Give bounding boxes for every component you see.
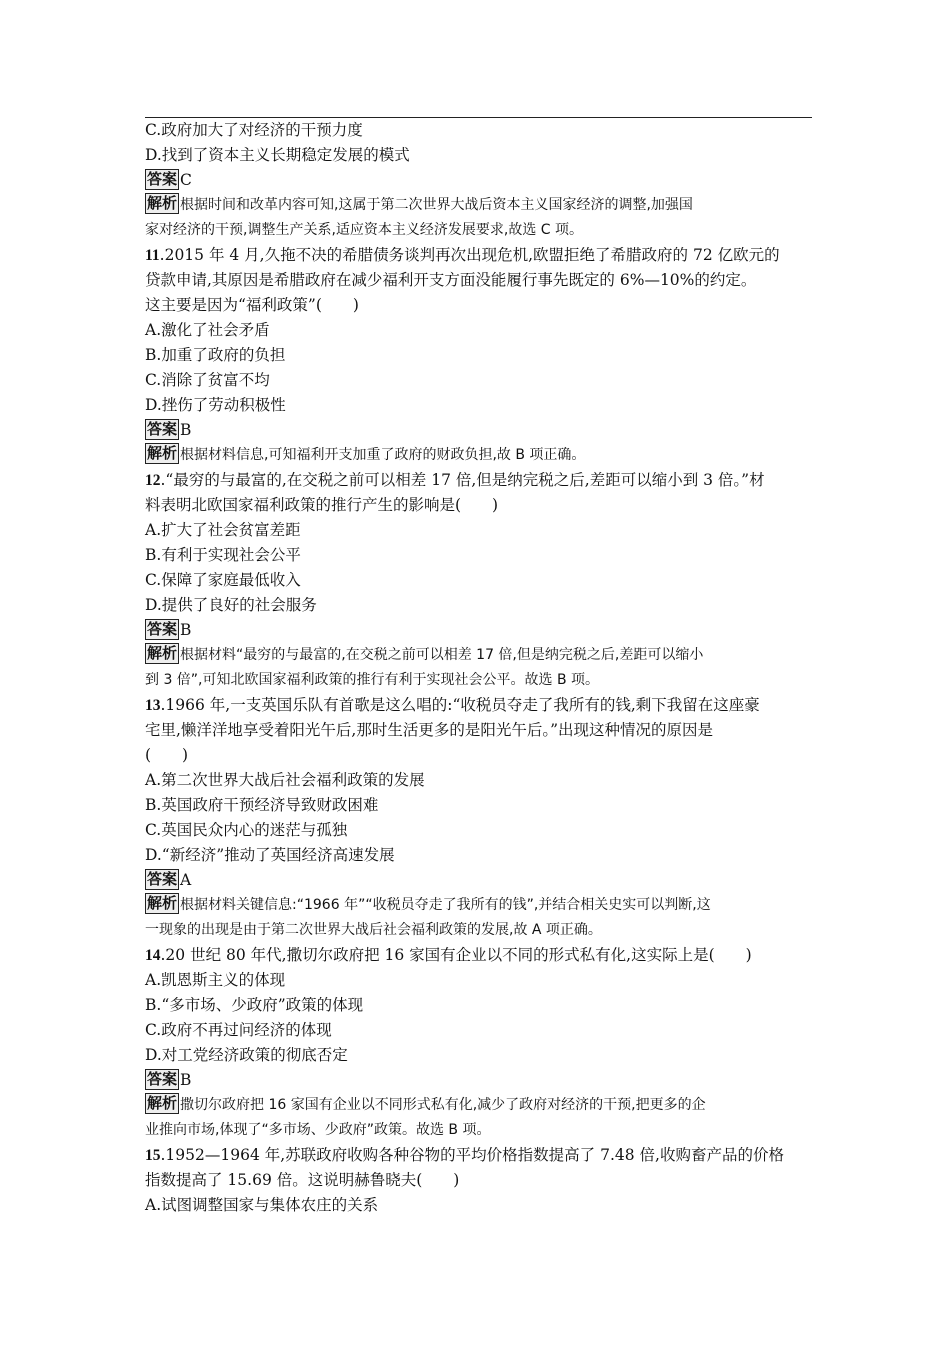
option-d: D.找到了资本主义长期稳定发展的模式 — [145, 146, 410, 164]
explanation-line: 业推向市场,体现了“多市场、少政府”政策。故选 B 项。 — [145, 1122, 491, 1138]
question-text: 宅里,懒洋洋地享受着阳光午后,那时生活更多的是阳光午后。”出现这种情况的原因是 — [145, 721, 714, 739]
explanation-tag: 解析 — [147, 194, 178, 212]
explanation-line — [145, 1093, 812, 1118]
answer-value: B — [180, 1071, 192, 1089]
explanation-text: 根据材料“最穷的与最富的,在交税之前可以相差 17 倍,但是纳完税之后,差距可以缩小 — [180, 647, 704, 663]
answer-row — [145, 1068, 812, 1093]
answer-value: C — [180, 171, 192, 189]
explanation-line: 家对经济的干预,调整生产关系,适应资本主义经济发展要求,故选 C 项。 — [145, 222, 584, 238]
explanation-text: 根据材料关键信息:“1966 年”“收税员夺走了我所有的钱”,并结合相关史实可以判断,这 — [180, 897, 711, 913]
question-text: .1952—1964 年,苏联政府收购各种谷物的平均价格指数提高了 7.48 倍,收购畜产品的价格 — [160, 1146, 784, 1164]
option-c: C.政府加大了对经济的干预力度 — [145, 121, 363, 139]
option-c: C.保障了家庭最低收入 — [145, 571, 301, 589]
answer-value: B — [180, 421, 192, 439]
answer-row — [145, 168, 812, 193]
question-text: .“最穷的与最富的,在交税之前可以相差 17 倍,但是纳完税之后,差距可以缩小到 3 倍。”材 — [160, 471, 765, 489]
option-d: D.挫伤了劳动积极性 — [145, 396, 286, 414]
option-d: D.“新经济”推动了英国经济高速发展 — [145, 846, 395, 864]
answer-row — [145, 868, 812, 893]
explanation-text: 根据时间和改革内容可知,这属于第二次世界大战后资本主义国家经济的调整,加强国 — [180, 197, 693, 213]
document-page — [145, 118, 812, 1218]
answer-tag: 答案 — [147, 870, 178, 888]
option-c: C.英国民众内心的迷茫与孤独 — [145, 821, 348, 839]
question-text: .20 世纪 80 年代,撒切尔政府把 16 家国有企业以不同的形式私有化,这实际上是( ) — [160, 946, 752, 964]
option-c: C.政府不再过问经济的体现 — [145, 1021, 332, 1039]
question-text: 这主要是因为“福利政策”( ) — [145, 296, 359, 314]
option-b: B.“多市场、少政府”政策的体现 — [145, 996, 364, 1014]
question-11 — [145, 243, 812, 268]
option-a: A.凯恩斯主义的体现 — [145, 971, 286, 989]
question-text: .1966 年,一支英国乐队有首歌是这么唱的:“收税员夺走了我所有的钱,剩下我留在这座豪 — [160, 696, 760, 714]
option-d: D.对工党经济政策的彻底否定 — [145, 1046, 348, 1064]
option-c: C.消除了贫富不均 — [145, 371, 270, 389]
answer-tag: 答案 — [147, 170, 178, 188]
question-number: 11 — [145, 247, 160, 264]
question-number: 15 — [145, 1147, 161, 1164]
explanation-text: 撒切尔政府把 16 家国有企业以不同形式私有化,减少了政府对经济的干预,把更多的企 — [180, 1097, 706, 1113]
question-number: 14 — [145, 947, 161, 964]
option-b: B.有利于实现社会公平 — [145, 546, 301, 564]
question-number: 12 — [145, 472, 161, 489]
option-a: A.激化了社会矛盾 — [145, 321, 270, 339]
answer-tag: 答案 — [147, 620, 178, 638]
explanation-line — [145, 643, 812, 668]
option-a: A.第二次世界大战后社会福利政策的发展 — [145, 771, 425, 789]
question-14 — [145, 943, 812, 968]
answer-value: A — [180, 871, 192, 889]
question-text: ( ) — [145, 746, 189, 764]
explanation-text: 根据材料信息,可知福利开支加重了政府的财政负担,故 B 项正确。 — [180, 447, 586, 463]
explanation-line — [145, 893, 812, 918]
question-text: 贷款申请,其原因是希腊政府在减少福利开支方面没能履行事先既定的 6%—10%的约定。 — [145, 271, 757, 289]
option-a: A.扩大了社会贫富差距 — [145, 521, 301, 539]
answer-value: B — [180, 621, 192, 639]
explanation-line: 到 3 倍”,可知北欧国家福利政策的推行有利于实现社会公平。故选 B 项。 — [145, 672, 600, 688]
question-15 — [145, 1143, 812, 1168]
option-d: D.提供了良好的社会服务 — [145, 596, 317, 614]
explanation-tag: 解析 — [147, 644, 178, 662]
answer-tag: 答案 — [147, 1070, 178, 1088]
explanation-line: 一现象的出现是由于第二次世界大战后社会福利政策的发展,故 A 项正确。 — [145, 922, 602, 938]
explanation-tag: 解析 — [147, 894, 178, 912]
option-b: B.英国政府干预经济导致财政困难 — [145, 796, 379, 814]
explanation-tag: 解析 — [147, 444, 178, 462]
answer-tag: 答案 — [147, 420, 178, 438]
option-b: B.加重了政府的负担 — [145, 346, 286, 364]
question-12 — [145, 468, 812, 493]
option-a: A.试图调整国家与集体农庄的关系 — [145, 1196, 379, 1214]
answer-row — [145, 418, 812, 443]
explanation-line — [145, 193, 812, 218]
question-13 — [145, 693, 812, 718]
question-text: 料表明北欧国家福利政策的推行产生的影响是( ) — [145, 496, 499, 514]
explanation-line — [145, 443, 812, 468]
question-number: 13 — [145, 697, 161, 714]
question-text: .2015 年 4 月,久拖不决的希腊债务谈判再次出现危机,欧盟拒绝了希腊政府的 72 亿欧元的 — [159, 246, 780, 264]
explanation-tag: 解析 — [147, 1094, 178, 1112]
question-text: 指数提高了 15.69 倍。这说明赫鲁晓夫( ) — [145, 1171, 460, 1189]
answer-row — [145, 618, 812, 643]
